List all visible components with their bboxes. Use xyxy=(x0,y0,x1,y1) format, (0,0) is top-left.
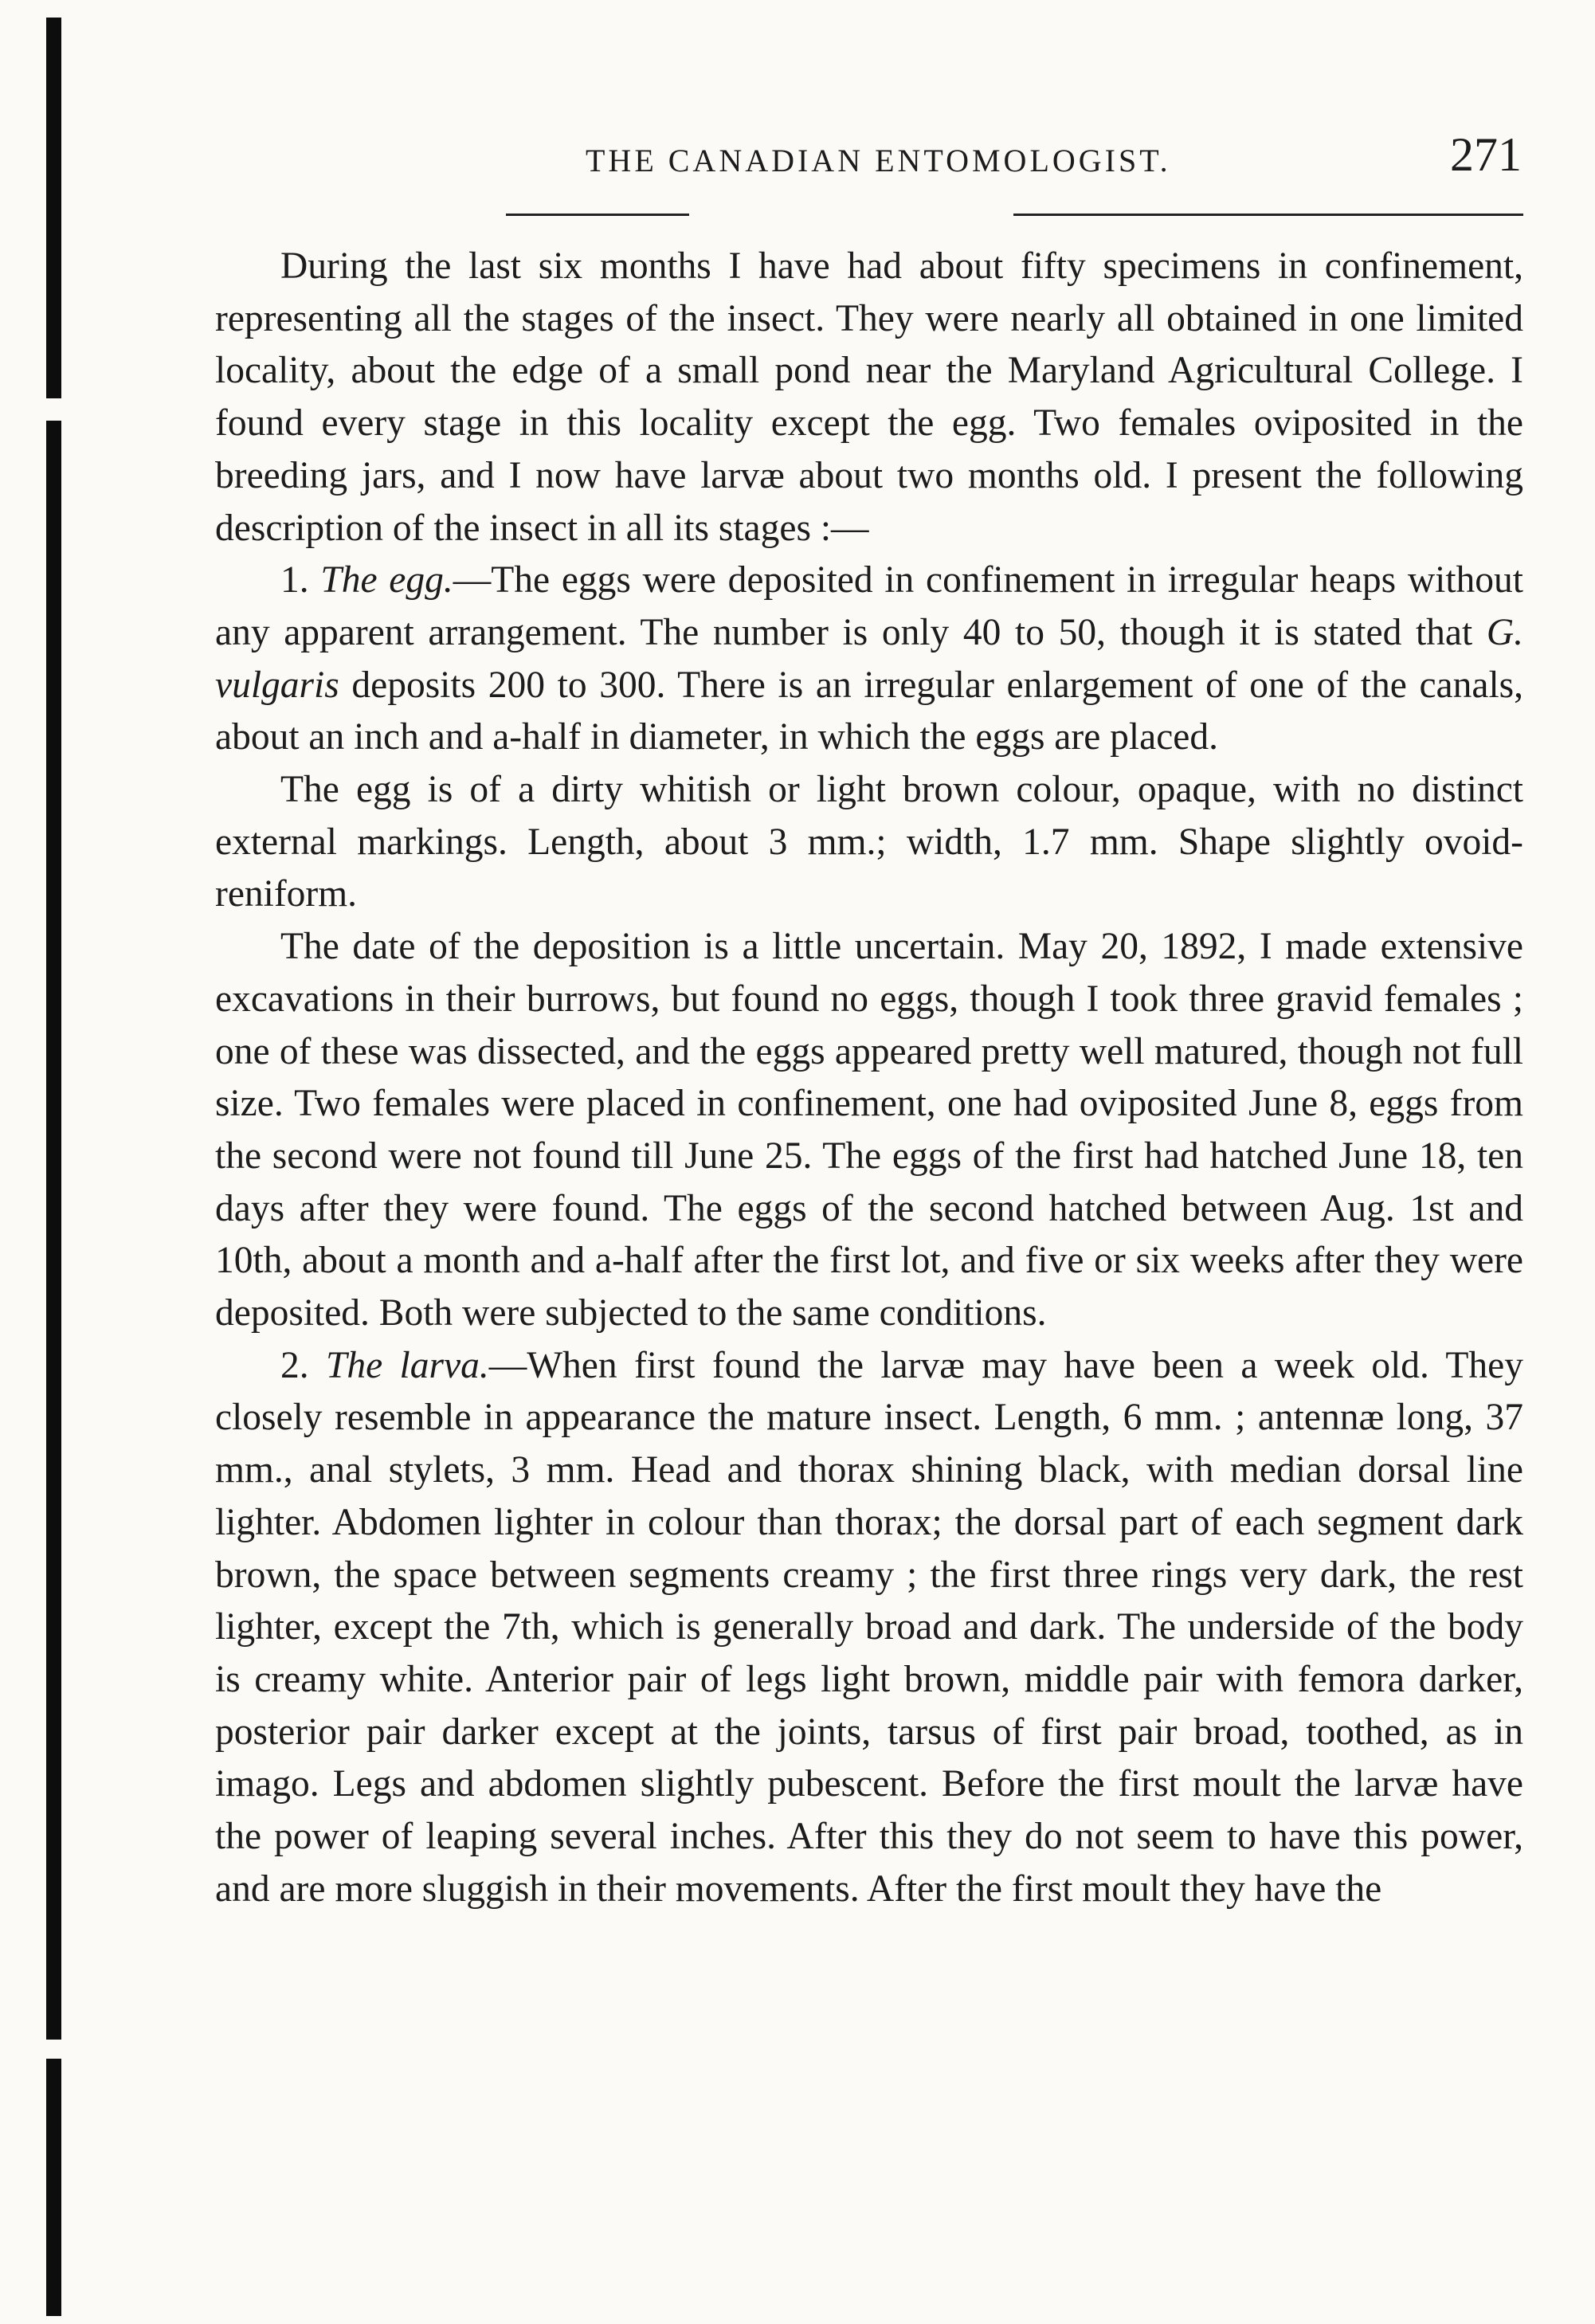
scan-edge-bar xyxy=(46,18,61,2316)
paragraph-deposition-date xyxy=(215,921,1523,1340)
paragraph-text: During the last six months I have had about fifty specimens in confinement, representing all the stages of the insect. They were nearly all obtained in one limited locality, about the edge of a small pond near the Maryland Agricultural College. I found every stage in this locality except the egg. Two females oviposited in the breeding jars, and I now have larvæ about two months old. I present the following description of the insect in all its stages :— xyxy=(215,245,1523,549)
running-title: THE CANADIAN ENTOMOLOGIST. xyxy=(586,143,1171,178)
section-number: 1. xyxy=(280,559,309,602)
scan-edge-gap xyxy=(46,398,61,421)
paragraph-intro xyxy=(215,241,1523,555)
scan-edge-gap xyxy=(46,2040,61,2059)
paragraph-text: deposits 200 to 300. There is an irregular enlargement of one of the canals, about an inch and a-half in diameter, in which the eggs are placed. xyxy=(215,664,1523,758)
header-rule-left xyxy=(506,214,689,216)
paragraph-text: The egg is of a dirty whitish or light brown colour, opaque, with no distinct external markings. Length, about 3 mm.; width, 1.7 mm. Shape slightly ovoid-reniform. xyxy=(215,769,1523,915)
paragraph-text: The date of the deposition is a little uncertain. May 20, 1892, I made extensive excavations in their burrows, but found no eggs, though I took three gravid females ; one of these was dissected, and the eggs appeared pretty well matured, though not full size. Two females were placed in confinement, one had oviposited June 8, eggs from the second were not found till June 25. The eggs of the first had hatched June 18, ten days after they were found. The eggs of the second hatched between Aug. 1st and 10th, about a month and a-half after the first lot, and five or six weeks after they were deposited. Both were subjected to the same conditions. xyxy=(215,926,1523,1334)
header-rule-right xyxy=(1013,214,1523,216)
paragraph-text: —The eggs were deposited in confinement in irregular heaps without any apparent arrangement. The number is only 40 to 50, though it is stated that xyxy=(215,559,1524,653)
species-name: G. vulgaris xyxy=(215,611,1523,706)
section-heading: The egg. xyxy=(320,559,453,602)
paragraph-larva xyxy=(215,1340,1523,1916)
page-header xyxy=(215,127,1522,191)
paragraph-egg xyxy=(215,555,1523,764)
paragraph-text: —When first found the larvæ may have been a week old. They closely resemble in appearance the mature insect. Length, 6 mm. ; antennæ long, 37 mm., anal stylets, 3 mm. Head and thorax shining black, with median dorsal line lighter. Abdomen lighter in colour than thorax; the dorsal part of each segment dark brown, the space between segments creamy ; the first three rings very dark, the rest lighter, except the 7th, which is generally broad and dark. The underside of the body is creamy white. Anterior pair of legs light brown, middle pair with femora darker, posterior pair darker except at the joints, tarsus of first pair broad, toothed, as in imago. Legs and abdomen slightly pubescent. Before the first moult the larvæ have the power of leaping several inches. After this they do not seem to have this power, and are more sluggish in their movements. After the first moult they have the xyxy=(215,1344,1523,1910)
article-body xyxy=(215,241,1523,1916)
section-heading: The larva. xyxy=(325,1344,489,1386)
section-number: 2. xyxy=(280,1344,309,1386)
page-number: 271 xyxy=(1450,128,1522,181)
paragraph-egg-description xyxy=(215,764,1523,921)
